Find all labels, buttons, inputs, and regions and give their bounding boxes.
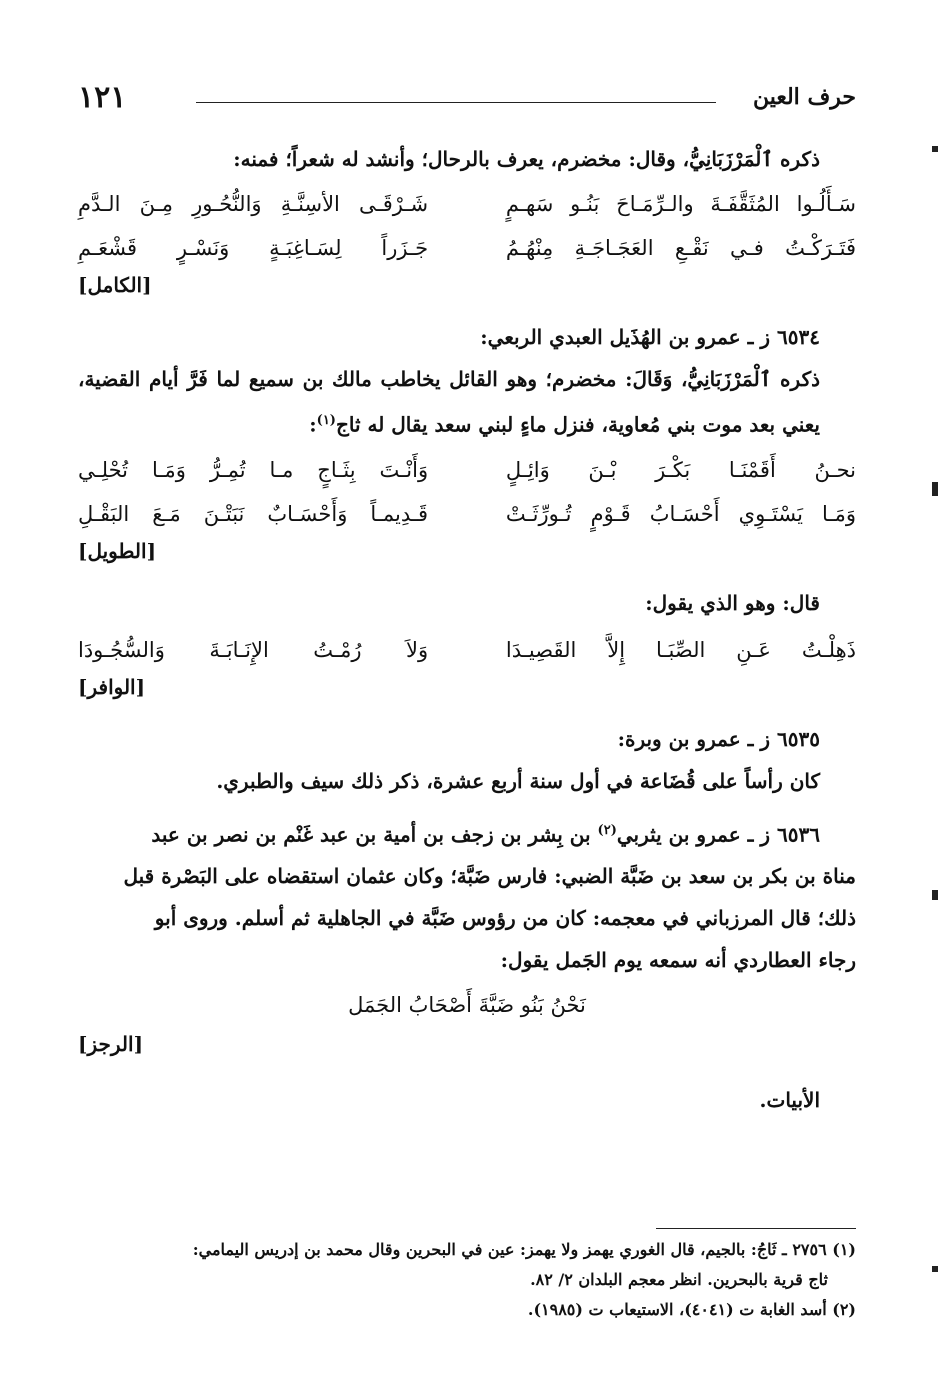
entry-text: القضية، يعني بعد موت بني مُعاوية، فنزل ماءٍ لبني سعد يقال له ثاج: [78, 367, 820, 437]
entry-text: ذلك؛ قال المرزباني في معجمه: كان من رؤوس ضَبَّة في الجاهلية ثم أسلم. وروى أبو: [154, 906, 856, 931]
entry-text: :: [309, 412, 317, 437]
entry-heading: ٦٥٣٤ ز ـ عمرو بن الهُذَيل العبدي الربعي:: [480, 325, 820, 349]
verse-line: [78, 448, 856, 492]
verse-block-2: [78, 448, 856, 566]
page-edge-mark: [932, 1266, 938, 1272]
page-header: [78, 80, 856, 120]
entry-paragraph: [78, 810, 856, 856]
verse-hemistich: وَمَـا يَسْتَـوِي أَحْسَـابُ قَـوْمٍ تُـورِّثَـتْ: [505, 501, 856, 526]
verse-line: [78, 226, 856, 270]
verse-hemistich: جَـزَراً لِسَـاغِبَـةٍ وَنَسْـرٍ قَشْعَـمِ: [78, 236, 429, 260]
footnotes: [78, 1228, 856, 1325]
verse-hemistich: نحـنُ أَقَمْنَـا بَكْـرَ بْـنَ وَائِـلٍ: [505, 457, 856, 482]
said-line: قال: وهو الذي يقول:: [645, 590, 820, 615]
meter-label: [الوافر]: [78, 674, 146, 699]
verse-hemistich: وَأَنْـتَ بِثَـاجٍ مـا تُمِـرُّ وَمَـا تُحْلِـي: [78, 457, 429, 482]
verse-line: [78, 182, 856, 226]
entry-heading: ٦٥٣٥ ز ـ عمرو بن وبرة:: [617, 726, 820, 751]
verse-hemistich: فَتَـرَكْـتُ فـي نَقْـعِ العَجَـاجَـةِ مِنْهُـمُ: [505, 236, 856, 260]
verse-line: [78, 628, 856, 672]
meter-label: [الكامل]: [78, 273, 152, 297]
verse-hemistich: وَلاَ رُمْـتُ الإِنَـابَـةَ وَالسُّجُـودَا: [78, 637, 429, 662]
verse-hemistich: شَـرْقَـى الأسِنَّـةِ وَالنُّحُـورِ مِـنَ الـدَّمِ: [78, 192, 429, 216]
page-edge-mark: [932, 890, 938, 900]
header-rule: [196, 102, 716, 103]
verse-line: [78, 492, 856, 536]
entry-paragraph: كان رأساً على قُضَاعة في أول سنة أربع عشرة، ذكر ذلك سيف والطبري.: [216, 768, 820, 793]
page-number: ١٢١: [78, 80, 127, 115]
entry-text: رجاء العطاردي أنه سمعه يوم الجَمل يقول:: [500, 948, 856, 973]
closing-text: الأبيات.: [759, 1088, 820, 1113]
page-edge-mark: [932, 482, 938, 496]
verse-hemistich: قَـدِيمـاً وَأَحْسَـابٌ نَبَتْـنَ مَـعَ البَقْـلِ: [78, 501, 429, 526]
footnote-rule: [656, 1228, 856, 1229]
page-edge-mark: [932, 146, 938, 152]
entry-text: بن بِشر بن زجف بن أمية بن عبد غَنْم بن نصر بن عبد: [151, 822, 598, 847]
footnote-ref[interactable]: (٢): [597, 822, 617, 838]
verse-block-3: [78, 628, 856, 702]
footnote-ref[interactable]: (١): [316, 413, 336, 428]
entry-text: ذكره ٱلْمَرْزَبَانِيُّ، وَقَالَ: مخضرم؛ وهو القائل يخاطب مالك بن سميع لما فَرَّ أيام: [149, 367, 820, 391]
entry-paragraph: [78, 358, 856, 446]
footnote-1: (١) ٢٧٥٦ ـ ثَاجُ: بالجيم، قال الغوري يهمز ولا يهمز: عين في البحرين وقال محمد بن إدريس اليمامي:: [192, 1240, 856, 1259]
entry-text: مناة بن بكر بن سعد بن ضَبَّة الضبي: فارس ضَبَّة؛ وكان عثمان استقضاه على البَصْرة قبل: [123, 864, 856, 889]
verse-hemistich: سَـأَلُـوا المُثَقَّفَـةَ والـرِّمَـاحَ بَنُـو سَهـمٍ: [505, 192, 856, 216]
entry-heading-inline: ٦٥٣٦ ز ـ عمرو بن يثربي: [616, 822, 820, 847]
footnote-1-continued: ثاج قرية بالبحرين. انظر معجم البلدان ٢/ ٨٢.: [530, 1270, 828, 1289]
footnote-2: (٢) أسد الغابة ت (٤٠٤١)، الاستيعاب ت (١٩٨٥).: [527, 1300, 856, 1319]
meter-label: [الرجز]: [78, 1032, 144, 1057]
rajaz-verse: نَحْنُ بَنُو ضَبَّةَ أَصْحَابُ الجَمَل: [348, 993, 586, 1018]
intro-paragraph: ذكره ٱلْمَرْزَبَانِيُّ، وقال: مخضرم، يعرف بالرحال؛ وأنشد له شعراً؛ فمنه:: [233, 147, 820, 171]
verse-block-1: [78, 182, 856, 300]
verse-hemistich: ذَهِلْـتُ عَـنِ الصِّبَـا إِلاَّ القَصِيـدَا: [505, 637, 856, 662]
meter-label: [الطويل]: [78, 538, 157, 563]
page-body: [78, 138, 856, 1121]
chapter-title: حرف العين: [752, 84, 856, 110]
